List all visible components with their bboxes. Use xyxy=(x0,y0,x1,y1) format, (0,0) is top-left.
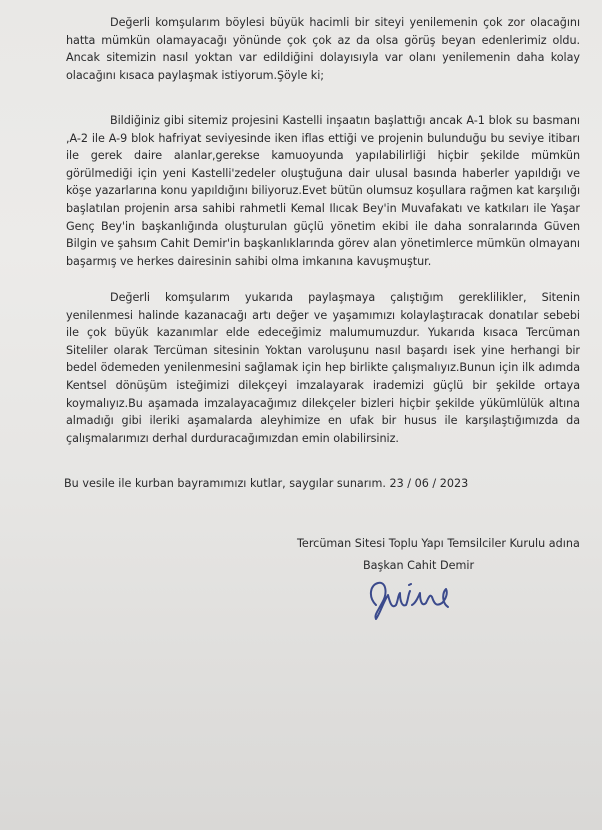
closing-line: Bu vesile ile kurban bayramımızı kutlar, saygılar sunarım. 23 / 06 / 2023 xyxy=(64,477,469,490)
handwritten-signature xyxy=(362,575,472,625)
paragraph-intro: Değerli komşularım böylesi büyük hacimli bir siteyi yenilemenin çok zor olacağını hatta mümkün olamayacağı yönünde çok çok az da olsa görüş beyan edenlerimiz oldu. Ancak sitemizin nasıl yoktan var edildiğini dolayısıyla var olanı yenilemenin daha kolay olacağını kısaca paylaşmak istiyorum.Şöyle ki; xyxy=(66,16,580,82)
signature-organization: Tercüman Sitesi Toplu Yapı Temsilciler Kurulu adına xyxy=(297,537,580,550)
signature-name: Başkan Cahit Demir xyxy=(363,559,475,572)
paragraph-renewal: Değerli komşularım yukarıda paylaşmaya çalıştığım gereklilikler, Sitenin yenilenmesi halinde kazanacağı artı değer ve yaşamımızı kolaylaştıracak donatılar sebebi ile çok büyük kazanımlar elde edeceğimiz malumumuzdur. Yukarıda kısaca Tercüman Siteliler olarak Tercüman sitesinin Yoktan varoluşunu nasıl başardı isek yine herhangi bir bedel ödemeden yenilenmesini sağlamak için hep birlikte çalışmalıyız.Bunun için ilk adımda Kentsel dönüşüm isteğimizi dilekçeyi imzalayarak irademizi güçlü bir şekilde ortaya koymalıyız.Bu aşamada imzalayacağımız dilekçeler bizleri hiçbir şekilde yükümlülük altına almadığı gibi ileriki aşamalarda aleyhimize en ufak bir husus ile karşılaştığımızda da çalışmalarımızı derhal durduracağımızdan emin olabilirsiniz. xyxy=(66,291,580,445)
paragraph-history: Bildiğiniz gibi sitemiz projesini Kastelli inşaatın başlattığı ancak A-1 blok su basmanı ,A-2 ile A-9 blok hafriyat seviyesinde iken iflas ettiği ve projenin bulunduğu bu seviye itibarı ile gerek daire alanlar,gerekse kamuoyunda yapılabilirliği hiçbir şekilde mümkün görülmediği için yeni Kastelli'zedeler oluştuğuna dair ulusal basında haberler yapıldığı ve köşe yazarlarına konu yapıldığını biliyoruz.Evet bütün olumsuz koşullara rağmen kat karşılığı başlatılan projenin arsa sahibi rahmetli Kemal Ilıcak Bey'in Muvafakatı ve katkıları ile Yaşar Genç Bey'in başkanlığında oluşturulan güçlü yönetim ekibi ile daha sonralarında Güven Bilgin ve şahsım Cahit Demir'in başkanlıklarında görev alan yönetimlerce mümkün olmayanı başarmış ve herkes dairesinin sahibi olma imkanına kavuşmuştur. xyxy=(66,114,580,268)
